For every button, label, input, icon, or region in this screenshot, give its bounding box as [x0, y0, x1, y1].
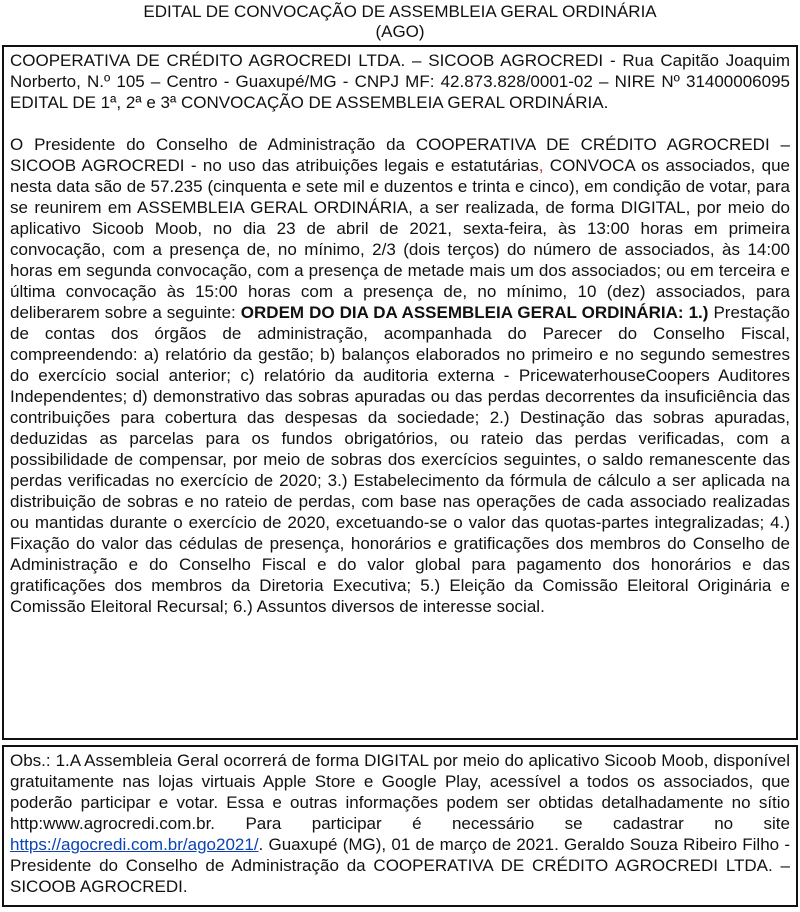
registration-link[interactable]: https://agocredi.com.br/ago2021/ — [10, 835, 259, 854]
notice-box — [2, 45, 798, 740]
paragraph-spacer — [10, 113, 790, 134]
title-line-1: EDITAL DE CONVOCAÇÃO DE ASSEMBLEIA GERAL ORDINÁRIA — [143, 2, 657, 21]
title-line-2: (AGO) — [375, 22, 425, 41]
document-title — [0, 2, 800, 42]
convocation-paragraph — [10, 134, 790, 617]
agenda-items-text: Prestação de contas dos órgãos de administração, acompanhada do Parecer do Conselho Fiscal, compreendendo: a) relatório da gestão; b) balanços elaborados no primeiro e no segundo semestres do exercício social anterior; c) relatório da auditoria externa - PricewaterhouseCoopers Auditores Independentes; d) demonstrativo das sobras apuradas ou das perdas decorrentes da insuficiência das contribuições para cobertura das despesas da sociedade; 2.) Destinação das sobras apuradas, deduzidas as parcelas para os fundos obrigatórios, ou rateio das perdas verificadas, com a possibilidade de compensar, por meio de sobras dos exercícios seguintes, o saldo remanescente das perdas verificadas no exercício de 2020; 3.) Estabelecimento da fórmula de cálculo a ser aplicada na distribuição de sobras e no rateio de perdas, com base nas operações de cada associado realizadas ou mantidas durante o exercício de 2020, excetuando-se o valor das quotas-partes integralizadas; 4.) Fixação do valor das cédulas de presença, honorários e gratificações dos membros do Conselho de Administração e do Conselho Fiscal e do valor global para pagamento dos honorários e das gratificações dos membros da Diretoria Executiva; 5.) Eleição da Comissão Eleitoral Originária e Comissão Eleitoral Recursal; 6.) Assuntos diversos de interesse social. — [10, 303, 791, 616]
observation-paragraph — [10, 750, 790, 897]
agenda-heading: ORDEM DO DIA DA ASSEMBLEIA GERAL ORDINÁRIA: 1.) — [240, 303, 709, 322]
observation-box — [2, 745, 798, 907]
convocation-text-2: CONVOCA os associados, que nesta data são de 57.235 (cinquenta e sete mil e duzentos e trinta e cinco), em condição de votar, para se reunirem em ASSEMBLEIA GERAL ORDINÁRIA, a ser realizada, de forma DIGITAL, por meio do aplicativo Sicoob Moob, no dia 23 de abril de 2021, sexta-feira, às 13:00 horas em primeira convocação, com a presença de, no mínimo, 2/3 (dois terços) do número de associados, às 14:00 horas em segunda convocação, com a presença de metade mais um dos associados; ou em terceira e última convocação às 15:00 horas com a presença de, no mínimo, 10 (dez) associados, para deliberarem sobre a seguinte: — [10, 156, 790, 322]
red-comma: , — [538, 156, 544, 175]
convocation-text-1: O Presidente do Conselho de Administração da COOPERATIVA DE CRÉDITO AGROCREDI – SICOOB AGROCREDI - no uso das atribuições legais e estatutárias — [10, 135, 790, 175]
header-paragraph: COOPERATIVA DE CRÉDITO AGROCREDI LTDA. – SICOOB AGROCREDI - Rua Capitão Joaquim Norberto, N.º 105 – Centro - Guaxupé/MG - CNPJ MF: 42.873.828/0001-02 – NIRE Nº 31400006095 EDITAL DE 1ª, 2ª e 3ª CONVOCAÇÃO DE ASSEMBLEIA GERAL ORDINÁRIA. — [10, 51, 790, 112]
observation-text-1: Obs.: 1.A Assembleia Geral ocorrerá de forma DIGITAL por meio do aplicativo Sicoob Moob, disponível gratuitamente nas lojas virtuais Apple Store e Google Play, acessível a todos os associados, que poderão participar e votar. Essa e outras informações podem ser obtidas detalhadamente no sítio http:www.agrocredi.com.br. Para participar é necessário se cadastrar no site — [10, 751, 790, 833]
observation-text-2: . Guaxupé (MG), 01 de março de 2021. Geraldo Souza Ribeiro Filho - Presidente do Conselho de Administração da COOPERATIVA DE CRÉDITO AGROCREDI LTDA. – SICOOB AGROCREDI. — [10, 835, 790, 896]
